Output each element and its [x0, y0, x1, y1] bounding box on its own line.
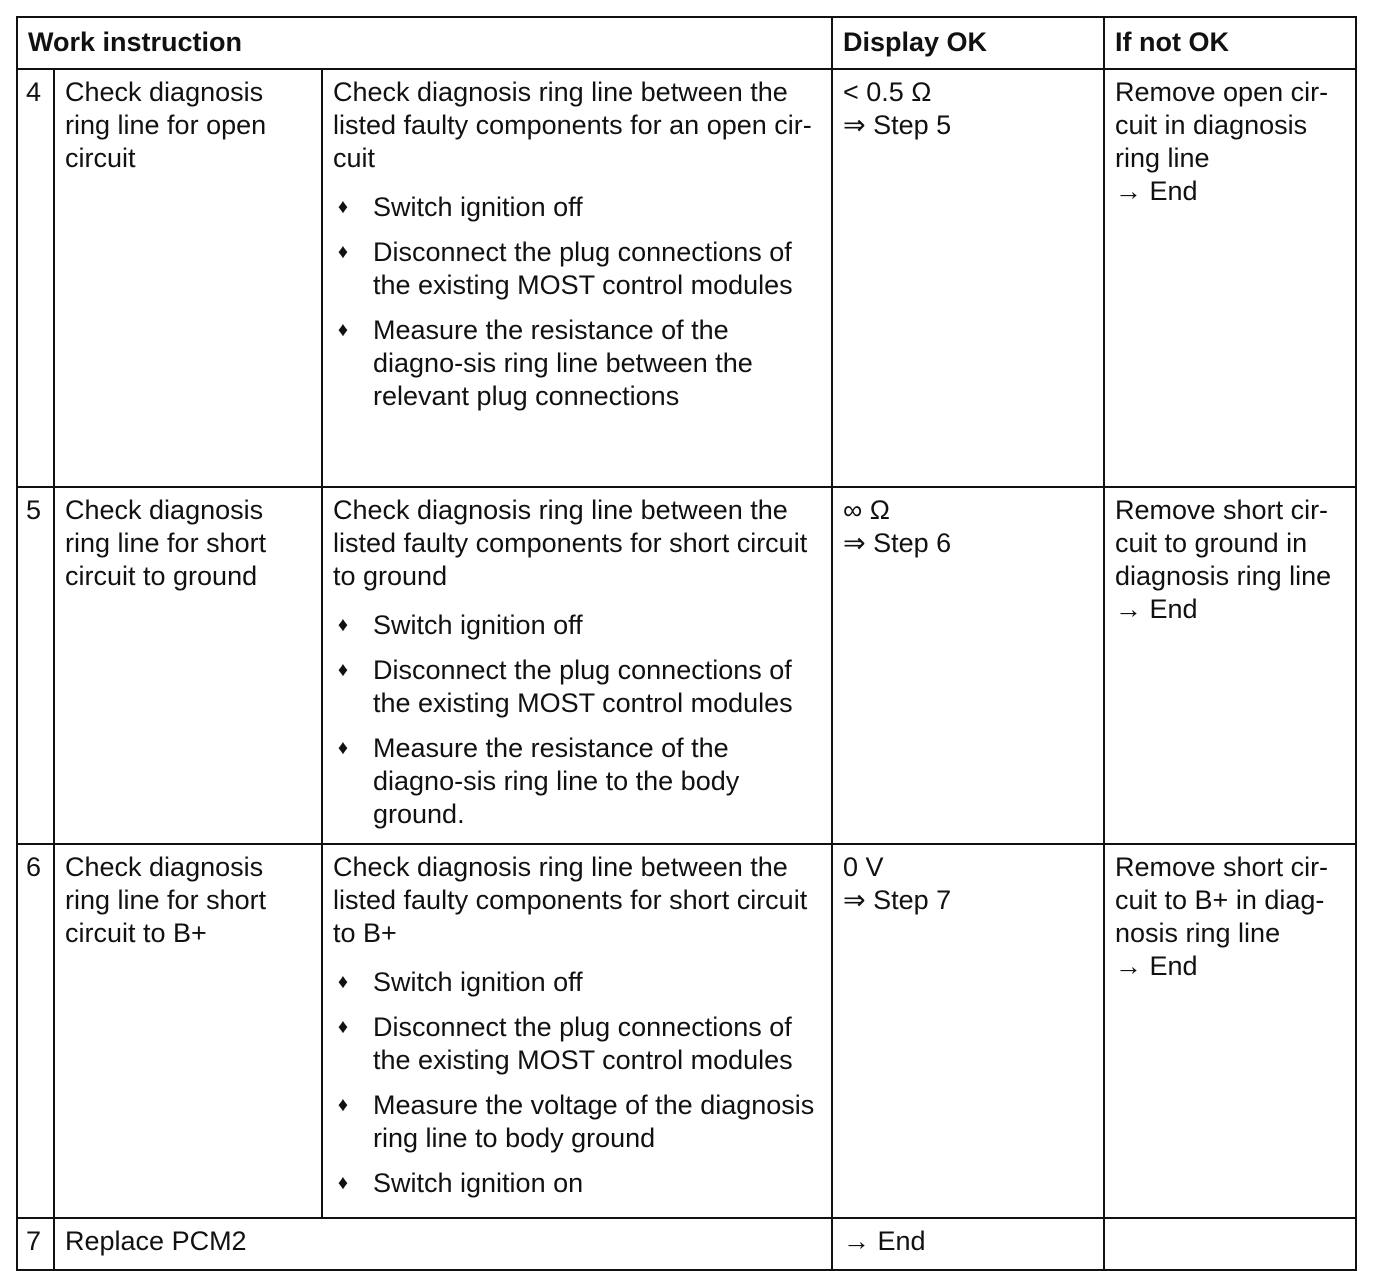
list-item: ♦ Disconnect the plug connections of the existing MOST control modules	[333, 654, 821, 720]
display-ok-cell	[832, 1218, 1104, 1270]
header-work-instruction: Work instruction	[17, 17, 832, 69]
if-not-ok-cell	[1104, 69, 1356, 487]
diamond-bullet-icon: ♦	[337, 971, 349, 993]
diamond-bullet-icon: ♦	[337, 196, 349, 218]
display-ok-next: → End	[843, 1226, 926, 1256]
display-ok-next: ⇒ Step 5	[843, 110, 952, 140]
list-item: ♦ Measure the voltage of the diagnosis ring line to body ground	[333, 1089, 821, 1155]
diamond-bullet-icon: ♦	[337, 614, 349, 636]
if-not-ok-next: → End	[1115, 594, 1198, 624]
list-item: ♦ Switch ignition off	[333, 966, 821, 999]
table-row	[17, 487, 1356, 844]
bullet-list	[333, 966, 821, 1200]
display-ok-cell	[832, 844, 1104, 1218]
if-not-ok-cell	[1104, 487, 1356, 844]
step-number: 7	[17, 1218, 54, 1270]
step-title: Check diagnosis ring line for open circuit	[54, 69, 322, 487]
list-item: ♦ Measure the resistance of the diagno-sis ring line to the body ground.	[333, 732, 821, 831]
if-not-ok-action: Remove short cir-cuit to B+ in diag-nosis ring line	[1115, 852, 1329, 948]
if-not-ok-cell	[1104, 844, 1356, 1218]
if-not-ok-cell	[1104, 1218, 1356, 1270]
if-not-ok-next: → End	[1115, 176, 1198, 206]
display-ok-next: ⇒ Step 7	[843, 885, 952, 915]
list-item: ♦ Switch ignition off	[333, 609, 821, 642]
list-item: ♦ Switch ignition off	[333, 191, 821, 224]
description-text: Check diagnosis ring line between the listed faulty components for short circuit to ground	[333, 495, 808, 591]
bullet-list	[333, 191, 821, 413]
diamond-bullet-icon: ♦	[337, 1016, 349, 1038]
if-not-ok-action: Remove open cir-cuit in diagnosis ring line	[1115, 77, 1329, 173]
display-ok-next: ⇒ Step 6	[843, 528, 952, 558]
bullet-list	[333, 609, 821, 831]
step-description	[322, 844, 832, 1218]
display-ok-value: 0 V	[843, 852, 884, 882]
table-row	[17, 1218, 1356, 1270]
description-text: Check diagnosis ring line between the listed faulty components for an open cir-cuit	[333, 77, 812, 173]
list-item: ♦ Disconnect the plug connections of the existing MOST control modules	[333, 1011, 821, 1077]
display-ok-cell	[832, 487, 1104, 844]
step-description	[322, 487, 832, 844]
diamond-bullet-icon: ♦	[337, 241, 349, 263]
step-number: 6	[17, 844, 54, 1218]
table-row	[17, 844, 1356, 1218]
step-title: Check diagnosis ring line for short circuit to B+	[54, 844, 322, 1218]
step-title: Check diagnosis ring line for short circuit to ground	[54, 487, 322, 844]
list-item: ♦ Measure the resistance of the diagno-sis ring line between the relevant plug connections	[333, 314, 821, 413]
header-if-not-ok: If not OK	[1104, 17, 1356, 69]
list-item: ♦ Switch ignition on	[333, 1167, 821, 1200]
table-row	[17, 69, 1356, 487]
table-header-row	[17, 17, 1356, 69]
diamond-bullet-icon: ♦	[337, 319, 349, 341]
if-not-ok-action: Remove short cir-cuit to ground in diagnosis ring line	[1115, 495, 1332, 591]
display-ok-value: ∞ Ω	[843, 495, 890, 525]
step-title: Replace PCM2	[54, 1218, 832, 1270]
if-not-ok-next: → End	[1115, 951, 1198, 981]
header-display-ok: Display OK	[832, 17, 1104, 69]
diamond-bullet-icon: ♦	[337, 1094, 349, 1116]
description-text: Check diagnosis ring line between the listed faulty components for short circuit to B+	[333, 852, 808, 948]
step-number: 4	[17, 69, 54, 487]
work-instruction-table	[16, 16, 1357, 1271]
diamond-bullet-icon: ♦	[337, 737, 349, 759]
display-ok-cell	[832, 69, 1104, 487]
diamond-bullet-icon: ♦	[337, 659, 349, 681]
display-ok-value: < 0.5 Ω	[843, 77, 932, 107]
step-description	[322, 69, 832, 487]
list-item: ♦ Disconnect the plug connections of the existing MOST control modules	[333, 236, 821, 302]
diamond-bullet-icon: ♦	[337, 1172, 349, 1194]
step-number: 5	[17, 487, 54, 844]
